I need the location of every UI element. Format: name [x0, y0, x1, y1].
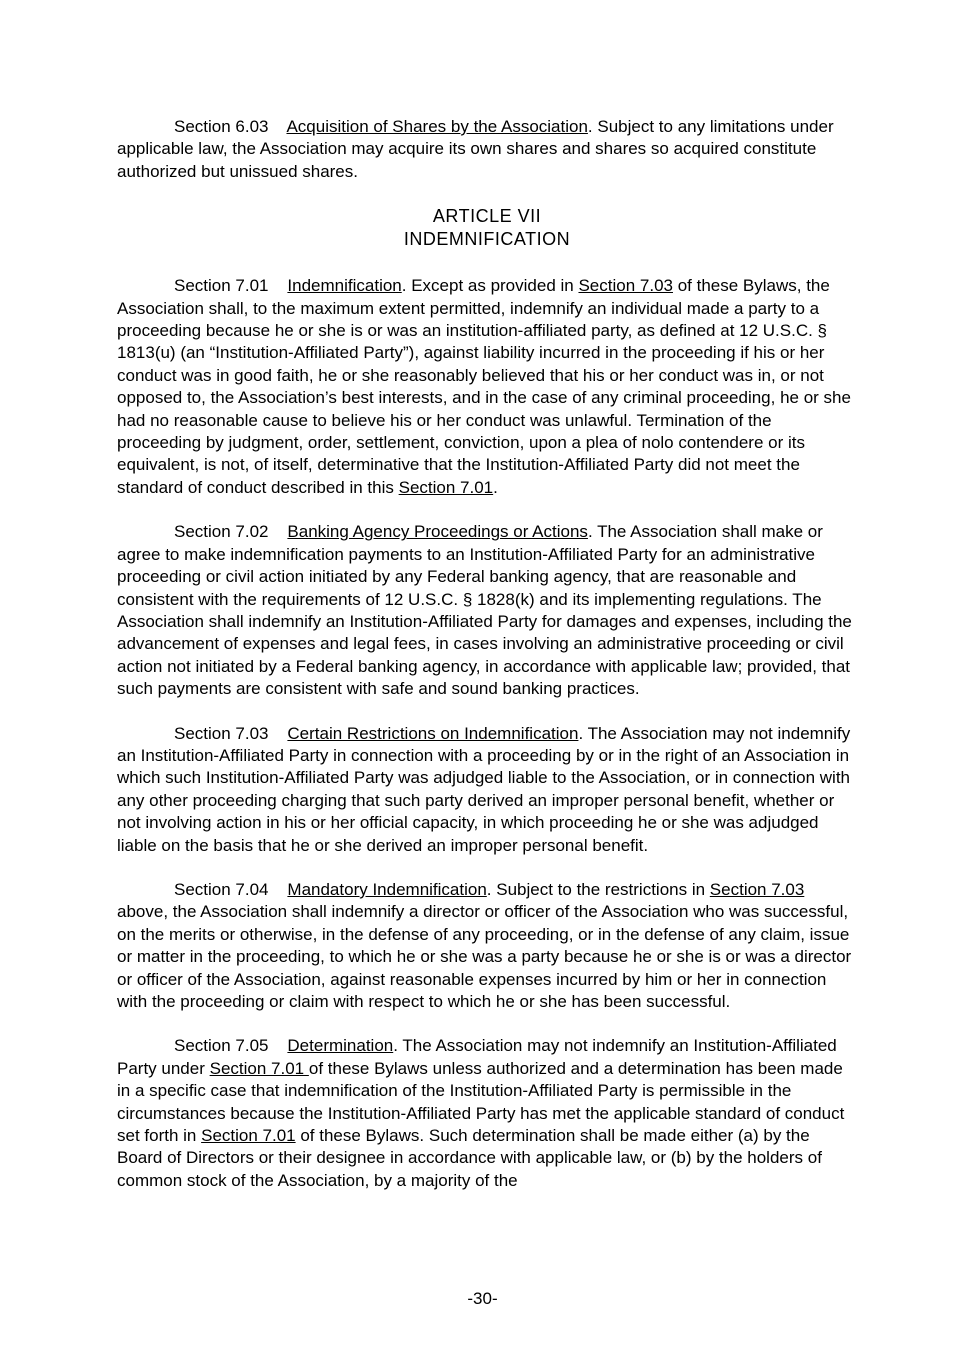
text-run: . The Association may not indemnify an Institution-Affiliated Party in connection with a proceeding by or in the right of an Association in which such Institution-Affiliated Party was adjudged liable to the Association, or in connection with any other proceeding charging that such party derived an improper personal benefit, whether or not involving action in his or her official capacity, in which proceeding he or she was adjudged liable on the basis that he or she derived an improper personal benefit.: [117, 723, 851, 855]
document-body: [117, 116, 857, 1214]
text-run: . Except as provided in: [401, 276, 579, 296]
text-run: Section 7.04: [174, 879, 288, 899]
underlined-text: Determination: [287, 1036, 394, 1056]
text-run: . The Association shall make or agree to make indemnification payments to an Institution-Affiliated Party for an administrative proceeding or civil action initiated by any Federal banking agency, that are reasonable and consistent with the requirements of 12 U.S.C. § 1828(k) and its implementing regulations. The Association shall indemnify an Institution-Affiliated Party for damages and expenses, including the advancement of expenses and legal fees, in cases involving an administrative proceeding or civil action not initiated by a Federal banking agency, in accordance with applicable law; provided, that such payments are consistent with safe and sound banking practices.: [117, 522, 852, 699]
text-run: Section 7.05: [174, 1036, 288, 1056]
page-number: -30-: [467, 1289, 498, 1308]
text-run: of these Bylaws. Such determination shall be made either (a) by the Board of Directors or their designee in accordance with applicable law, or (b) by the holders of common stock of the Association, by a majority of the: [117, 1126, 822, 1190]
article-heading: [117, 205, 857, 251]
paragraph-section-7-05: [117, 1035, 857, 1192]
underlined-text: Banking Agency Proceedings or Actions: [287, 522, 588, 542]
article-heading-line-2: INDEMNIFICATION: [403, 229, 571, 250]
underlined-text: Section 7.01: [209, 1058, 309, 1078]
underlined-text: Certain Restrictions on Indemnification: [287, 723, 579, 743]
text-run: Section 6.03: [174, 117, 287, 136]
paragraph-section-7-03: [117, 723, 857, 857]
text-run: Section 7.01: [174, 276, 288, 296]
underlined-text: Section 7.03: [709, 879, 805, 899]
text-run: . Subject to any limitations under applicable law, the Association may acquire its own shares and shares so acquired constitute authorized but unissued shares.: [117, 117, 834, 181]
text-run: . The Association may not indemnify an Institution-Affiliated Party under: [117, 1036, 837, 1078]
underlined-text: Indemnification: [287, 276, 402, 296]
text-run: Section 7.03: [174, 723, 288, 743]
text-run: of these Bylaws unless authorized and a determination has been made in a specific case that indemnification of the Institution-Affiliated Party is permissible in the circumstances because the Institution-Affiliated Party has met the applicable standard of conduct set forth in: [117, 1058, 845, 1146]
underlined-text: Section 7.01: [201, 1126, 296, 1146]
text-run: . Subject to the restrictions in: [486, 879, 710, 899]
paragraph-section-6-03: [117, 116, 857, 183]
underlined-text: Mandatory Indemnification: [287, 879, 487, 899]
text-run: .: [493, 477, 498, 497]
text-run: Section 7.02: [174, 522, 288, 542]
paragraph-section-7-02: [117, 521, 857, 700]
text-run: above, the Association shall indemnify a director or officer of the Association who was successful, on the merits or otherwise, in the defense of any proceeding, or in the defense of any claim, issue or matter in the proceeding, to which he or she was a party because he or she is or was a director or officer of the Association, against reasonable expenses incurred by him or her in connection with the proceeding or claim with respect to which he or she has been successful.: [117, 902, 852, 1011]
paragraph-section-7-01: [117, 275, 857, 499]
article-heading-line-1: ARTICLE VII: [432, 206, 542, 227]
underlined-text: Acquisition of Shares by the Association: [286, 117, 588, 136]
underlined-text: Section 7.01: [398, 477, 494, 497]
underlined-text: Section 7.03: [578, 276, 673, 296]
paragraph-section-7-04: [117, 879, 857, 1013]
text-run: of these Bylaws, the Association shall, to the maximum extent permitted, indemnify an individual made a party to a proceeding because he or she is or was an institution-affiliated party, as defined at 12 U.S.C. § 1813(u) (an “Institution-Affiliated Party”), against liability incurred in the proceeding if his or her conduct was in good faith, he or she reasonably believed that his or her conduct was in, or not opposed to, the Association’s best interests, and in the case of any criminal proceeding, he or she had no reasonable cause to believe his or her conduct was unlawful. Termination of the proceeding by judgment, order, settlement, conviction, upon a plea of nolo contendere or its equivalent, is not, of itself, determinative that the Institution-Affiliated Party did not meet the standard of conduct described in this: [117, 276, 851, 497]
